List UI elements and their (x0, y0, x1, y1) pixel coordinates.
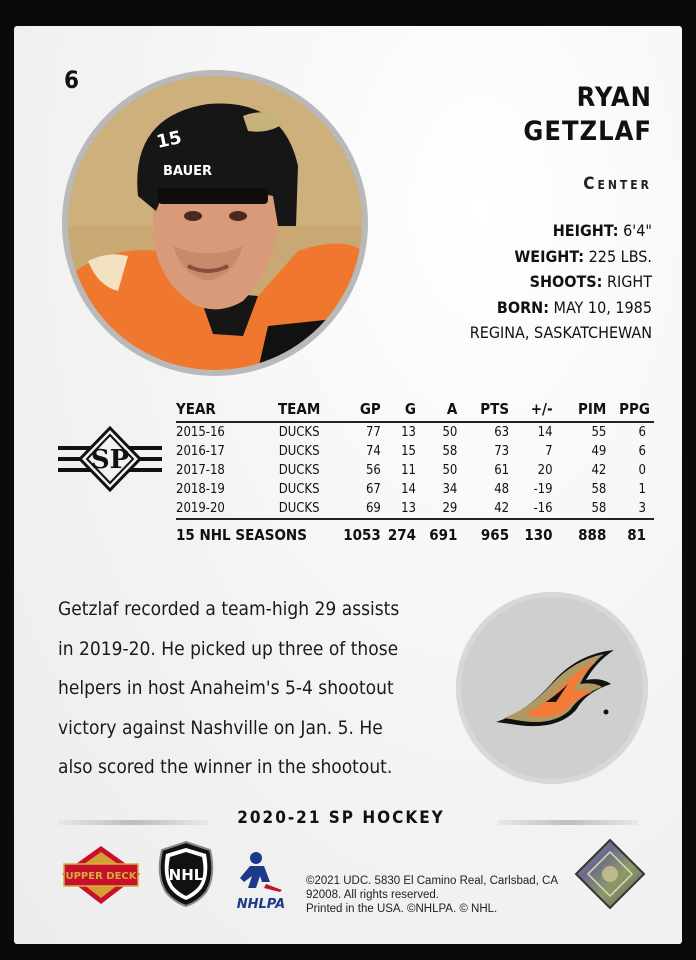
player-bio (470, 218, 652, 346)
col-team: TEAM (259, 398, 340, 422)
stats-row: 2016-17 DUCKS 74 15 58 73 7 49 6 (176, 444, 646, 459)
bio-height: HEIGHT: 6'4" (552, 221, 652, 240)
blurb-line: also scored the winner in the shootout. (58, 756, 393, 778)
helmet-number: 15 (154, 127, 184, 153)
blurb-line: Getzlaf recorded a team-high 29 assists (58, 598, 400, 620)
ducks-team-logo (456, 592, 648, 784)
stats-row: 2015-16 DUCKS 77 13 50 63 14 55 6 (176, 425, 646, 440)
bio-shoots: SHOOTS: RIGHT (529, 272, 652, 291)
col-plusminus: +/- (509, 398, 552, 422)
player-blurb (58, 590, 438, 788)
col-a: A (416, 398, 457, 422)
player-last-name: GETZLAF (523, 116, 652, 147)
bio-born: BORN: MAY 10, 1985 (496, 297, 652, 317)
nhlpa-logo-text: NHLPA (236, 897, 286, 912)
player-photo (68, 76, 362, 370)
col-gp: GP (339, 398, 380, 422)
nhl-logo-text: NHL (168, 866, 204, 884)
hologram-sticker (574, 838, 646, 910)
player-first-name: RYAN (576, 82, 652, 113)
upper-deck-text: UPPER DECK (65, 871, 137, 882)
col-year: YEAR (176, 398, 259, 422)
blurb-line: in 2019-20. He picked up three of those (58, 637, 399, 660)
blurb-line: victory against Nashville on Jan. 5. He (58, 716, 383, 739)
set-name: 2020-21 SP HOCKEY (237, 808, 445, 828)
stats-row: 2019-20 DUCKS 69 13 29 42 -16 58 3 (176, 501, 646, 516)
blurb-line: helpers in host Anaheim's 5-4 shootout (58, 677, 394, 699)
player-position: Center (583, 174, 652, 194)
card-number: 6 (64, 66, 80, 94)
sp-logo (58, 426, 162, 492)
col-ppg: PPG (606, 398, 654, 422)
sp-logo-text: SP (90, 445, 130, 475)
helmet-brand: BAUER (163, 164, 213, 179)
bio-birthplace: REGINA, SASKATCHEWAN (469, 323, 652, 342)
stats-table (176, 398, 654, 547)
nhlpa-logo (226, 848, 296, 912)
nhl-logo (154, 840, 218, 908)
upper-deck-logo (60, 844, 142, 906)
stats-header-row (176, 398, 654, 422)
stats-row: 2017-18 DUCKS 56 11 50 61 20 42 0 (176, 463, 646, 478)
col-pts: PTS (457, 398, 509, 422)
player-photo-illustration (68, 76, 362, 370)
copyright-text: ©2021 UDC. 5830 El Camino Real, Carlsbad, CA 92008. All rights reserved. Printed in the USA. ©NHLPA. © NHL. (306, 875, 559, 915)
player-photo-frame (62, 70, 368, 376)
col-g: G (381, 398, 416, 422)
stats-total-row: 15 NHL SEASONS 1053 274 691 965 130 888 81 (176, 519, 654, 547)
ducks-foot-icon (456, 592, 648, 784)
stats-row: 2018-19 DUCKS 67 14 34 48 -19 58 1 (176, 482, 646, 497)
trading-card (14, 26, 682, 944)
bio-weight: WEIGHT: 225 LBS. (514, 246, 652, 266)
col-pim: PIM (553, 398, 607, 422)
